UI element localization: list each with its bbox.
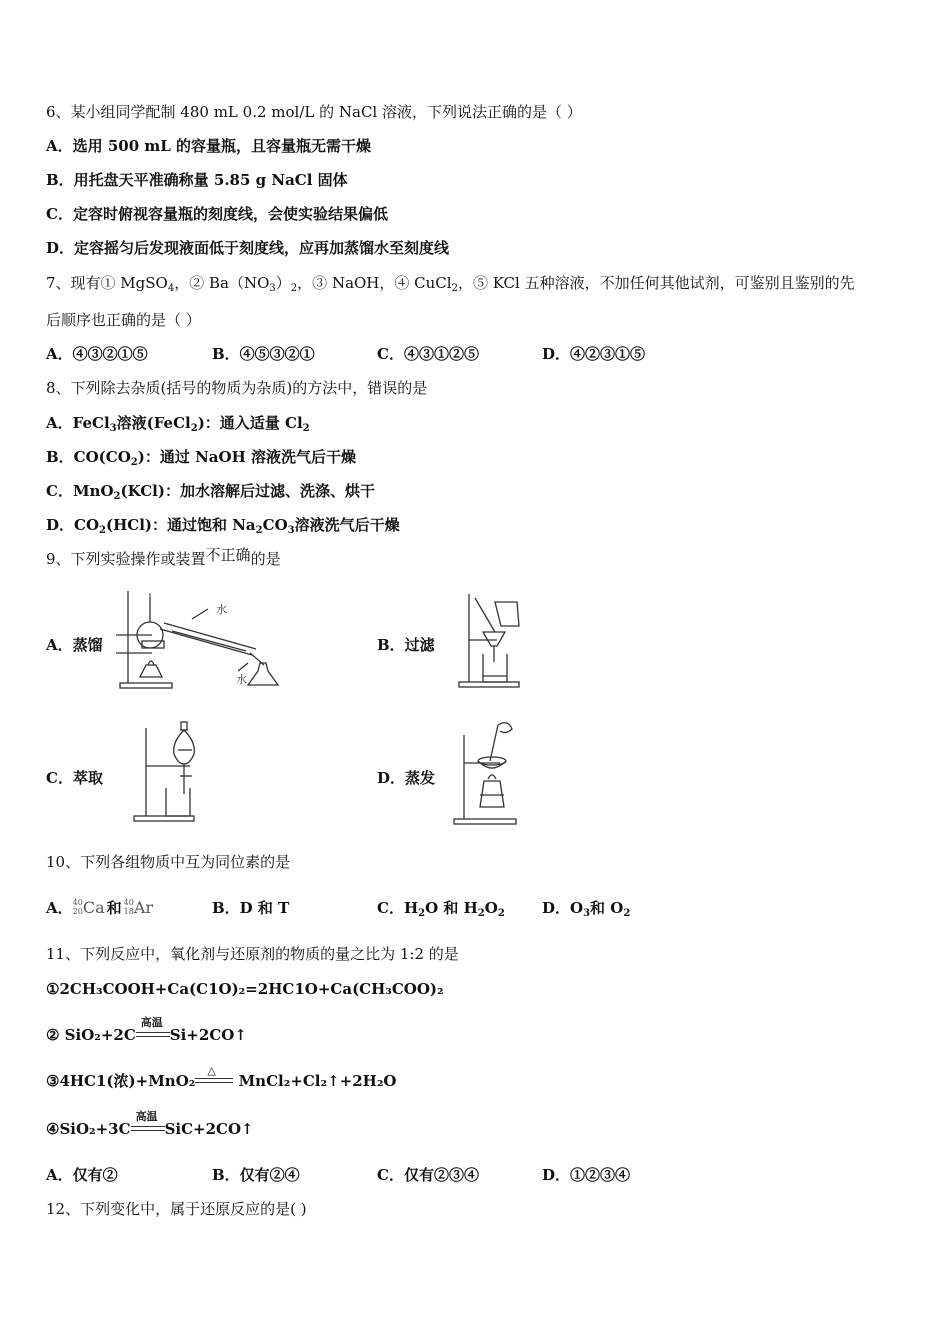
calcium-isotope: 40 20Ca <box>72 898 105 917</box>
extraction-apparatus-figure <box>130 718 205 824</box>
q9-stem: 9、下列实验操作或装置不正确的是 <box>46 546 281 568</box>
q11-stem: 11、下列反应中，氧化剂与还原剂的物质的量之比为 1:2 的是 <box>46 945 459 963</box>
q10-stem: 10、下列各组物质中互为同位素的是 <box>46 853 291 871</box>
q6-option-b[interactable]: B．用托盘天平准确称量 5.85 g NaCl 固体 <box>46 171 348 189</box>
q6-option-d[interactable]: D．定容摇匀后发现液面低于刻度线，应再加蒸馏水至刻度线 <box>46 239 450 257</box>
q10-option-b[interactable]: B．D 和 T <box>212 899 290 917</box>
q12-stem: 12、下列变化中，属于还原反应的是( ) <box>46 1200 307 1218</box>
q9-option-c[interactable]: C．萃取 <box>46 769 103 787</box>
q9-option-a[interactable]: A．蒸馏 <box>46 636 103 654</box>
q6-option-c[interactable]: C．定容时俯视容量瓶的刻度线，会使实验结果偏低 <box>46 205 388 223</box>
q8-option-a[interactable]: A．FeCl$_3$溶液(FeCl$_2$)：通入适量 $Cl_2$ <box>46 414 310 434</box>
q8-option-c[interactable]: C．MnO$_2$(KCl)：加水溶解后过滤、洗涤、烘干 <box>46 482 375 502</box>
high-temperature-condition: 高温 <box>136 1029 170 1043</box>
q10-option-d[interactable]: D．$O_3$和 $O_2$ <box>542 899 631 919</box>
q7-option-a[interactable]: A．④③②①⑤ <box>46 345 148 363</box>
heating-condition: △ <box>195 1075 233 1089</box>
q8-option-b[interactable]: B．$CO(CO_2)$：通过 NaOH 溶液洗气后干燥 <box>46 448 356 468</box>
q7-option-c[interactable]: C．④③①②⑤ <box>377 345 479 363</box>
q11-reaction-3: ③4HC1(浓)+MnO₂ △ MnCl₂+Cl₂↑+2H₂O <box>46 1064 397 1090</box>
q7-option-b[interactable]: B．④⑤③②① <box>212 345 315 363</box>
q11-option-b[interactable]: B．仅有②④ <box>212 1166 300 1184</box>
high-temperature-condition: 高温 <box>131 1123 165 1137</box>
distillation-apparatus-figure <box>112 585 287 693</box>
q9-option-b[interactable]: B．过滤 <box>377 636 435 654</box>
water-inlet-label: 水 <box>216 603 227 616</box>
q7-stem-line2: 后顺序也正确的是（ ） <box>46 311 201 329</box>
q6-option-a[interactable]: A．选用 500 mL 的容量瓶，且容量瓶无需干燥 <box>46 137 372 155</box>
q7-stem: 7、现有① MgSO$_4$，② $Ba(NO_3)_2$，③ NaOH，④ CuCl$_2$，⑤ KCl 五种溶液，不加任何其他试剂，可鉴别且鉴别的先 <box>46 274 855 294</box>
q11-option-a[interactable]: A．仅有② <box>46 1166 118 1184</box>
q9-option-d[interactable]: D．蒸发 <box>377 769 436 787</box>
q10-option-a[interactable]: A．40 20Ca 和 40 18Ar <box>46 898 154 917</box>
q11-reaction-2: ② SiO₂+2C 高温 Si+2CO↑ <box>46 1016 247 1044</box>
filtration-apparatus-figure <box>455 588 530 690</box>
q8-option-d[interactable]: D．$CO_2(HCl)$：通过饱和 $Na_2CO_3$溶液洗气后干燥 <box>46 516 400 536</box>
q10-option-c[interactable]: C．$H_2O$ 和 $H_2O_2$ <box>377 899 505 919</box>
argon-isotope: 40 18Ar <box>123 898 154 917</box>
evaporation-apparatus-figure <box>450 715 530 827</box>
q7-option-d[interactable]: D．④②③①⑤ <box>542 345 646 363</box>
q11-reaction-4: ④SiO₂+3C 高温 SiC+2CO↑ <box>46 1110 254 1138</box>
water-outlet-label: 水 <box>236 673 247 686</box>
q6-stem: 6、某小组同学配制 480 mL 0.2 mol/L 的 NaCl 溶液，下列说法正确的是（ ） <box>46 103 582 121</box>
q11-reaction-1: ①2CH₃COOH+Ca(C1O)₂=2HC1O+Ca(CH₃COO)₂ <box>46 980 444 998</box>
q11-option-c[interactable]: C．仅有②③④ <box>377 1166 479 1184</box>
q8-stem: 8、下列除去杂质(括号的物质为杂质)的方法中，错误的是 <box>46 379 428 397</box>
q11-option-d[interactable]: D．①②③④ <box>542 1166 631 1184</box>
